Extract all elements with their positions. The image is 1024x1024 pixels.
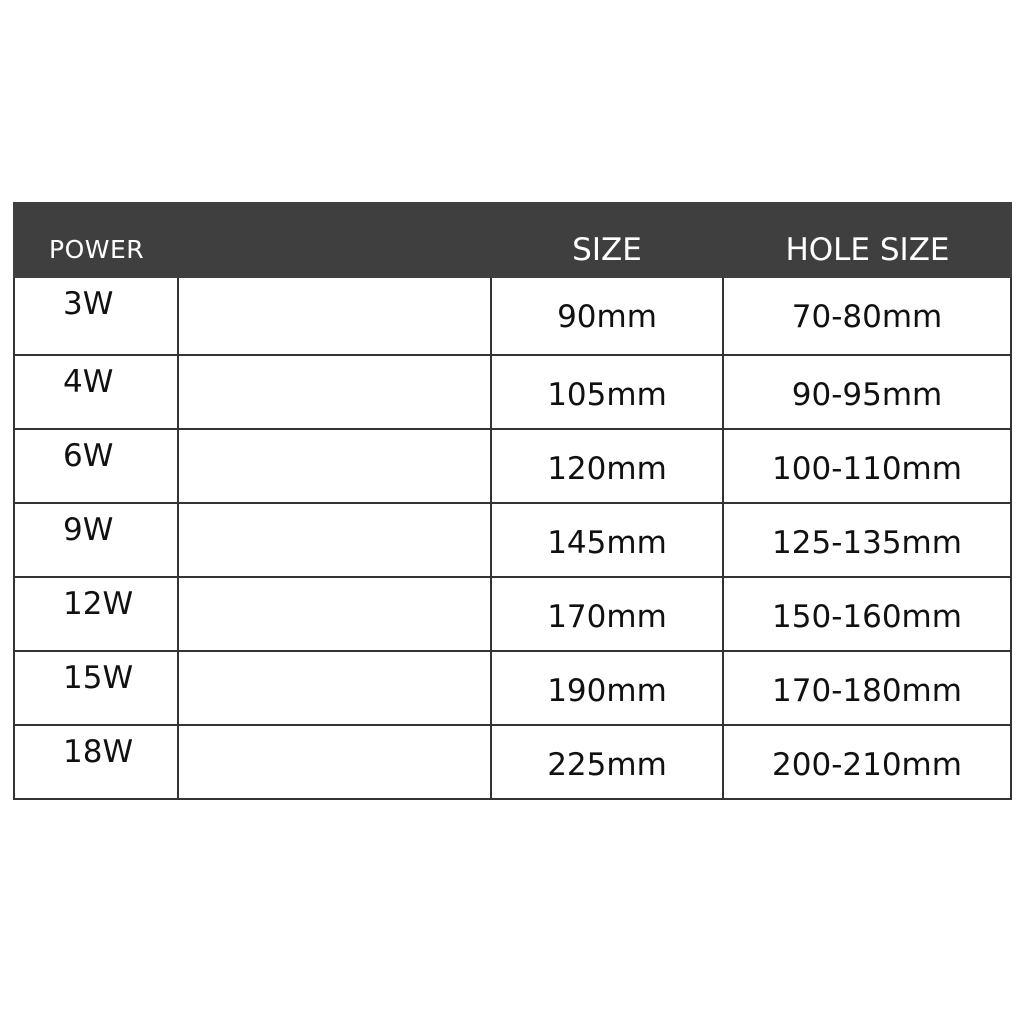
blank-cell	[179, 652, 492, 724]
power-value: 18W	[63, 734, 134, 770]
table-row	[15, 576, 1010, 650]
hole-size-value: 90-95mm	[791, 377, 943, 413]
blank-cell	[179, 578, 492, 650]
power-cell	[15, 652, 179, 724]
hole-size-cell	[724, 652, 1010, 724]
hole-size-cell	[724, 578, 1010, 650]
size-cell	[492, 430, 724, 502]
power-cell	[15, 504, 179, 576]
blank-cell	[179, 430, 492, 502]
size-cell	[492, 578, 724, 650]
power-value: 15W	[63, 660, 134, 696]
hole-size-value: 170-180mm	[772, 673, 962, 709]
power-cell	[15, 356, 179, 428]
blank-cell	[179, 726, 492, 798]
size-cell	[492, 356, 724, 428]
power-value: 3W	[63, 286, 114, 322]
header-hole-size: HOLE SIZE	[785, 232, 950, 268]
power-cell	[15, 578, 179, 650]
header-size: SIZE	[572, 232, 642, 268]
size-value: 170mm	[547, 599, 667, 635]
power-cell	[15, 726, 179, 798]
hole-size-cell	[724, 278, 1010, 354]
table-row	[15, 502, 1010, 576]
size-value: 190mm	[547, 673, 667, 709]
hole-size-value: 200-210mm	[772, 747, 962, 783]
hole-size-cell	[724, 504, 1010, 576]
hole-size-value: 100-110mm	[772, 451, 962, 487]
size-value: 120mm	[547, 451, 667, 487]
size-value: 105mm	[547, 377, 667, 413]
power-cell	[15, 430, 179, 502]
table-row	[15, 650, 1010, 724]
hole-size-cell	[724, 356, 1010, 428]
size-cell	[492, 726, 724, 798]
hole-size-value: 70-80mm	[791, 299, 943, 335]
blank-cell	[179, 278, 492, 354]
table-row	[15, 428, 1010, 502]
power-value: 6W	[63, 438, 114, 474]
hole-size-cell	[724, 726, 1010, 798]
size-cell	[492, 278, 724, 354]
size-value: 145mm	[547, 525, 667, 561]
size-cell	[492, 652, 724, 724]
blank-cell	[179, 356, 492, 428]
hole-size-cell	[724, 430, 1010, 502]
power-value: 4W	[63, 364, 114, 400]
header-power: POWER	[49, 235, 145, 264]
table-row	[15, 354, 1010, 428]
blank-cell	[179, 504, 492, 576]
table-row	[15, 724, 1010, 798]
size-value: 90mm	[557, 299, 657, 335]
power-cell	[15, 278, 179, 354]
hole-size-value: 125-135mm	[772, 525, 962, 561]
table-body	[13, 278, 1012, 800]
size-cell	[492, 504, 724, 576]
table-row	[15, 278, 1010, 354]
size-table	[13, 202, 1012, 800]
power-value: 9W	[63, 512, 114, 548]
size-value: 225mm	[547, 747, 667, 783]
power-value: 12W	[63, 586, 134, 622]
table-header	[13, 202, 1012, 278]
hole-size-value: 150-160mm	[772, 599, 962, 635]
